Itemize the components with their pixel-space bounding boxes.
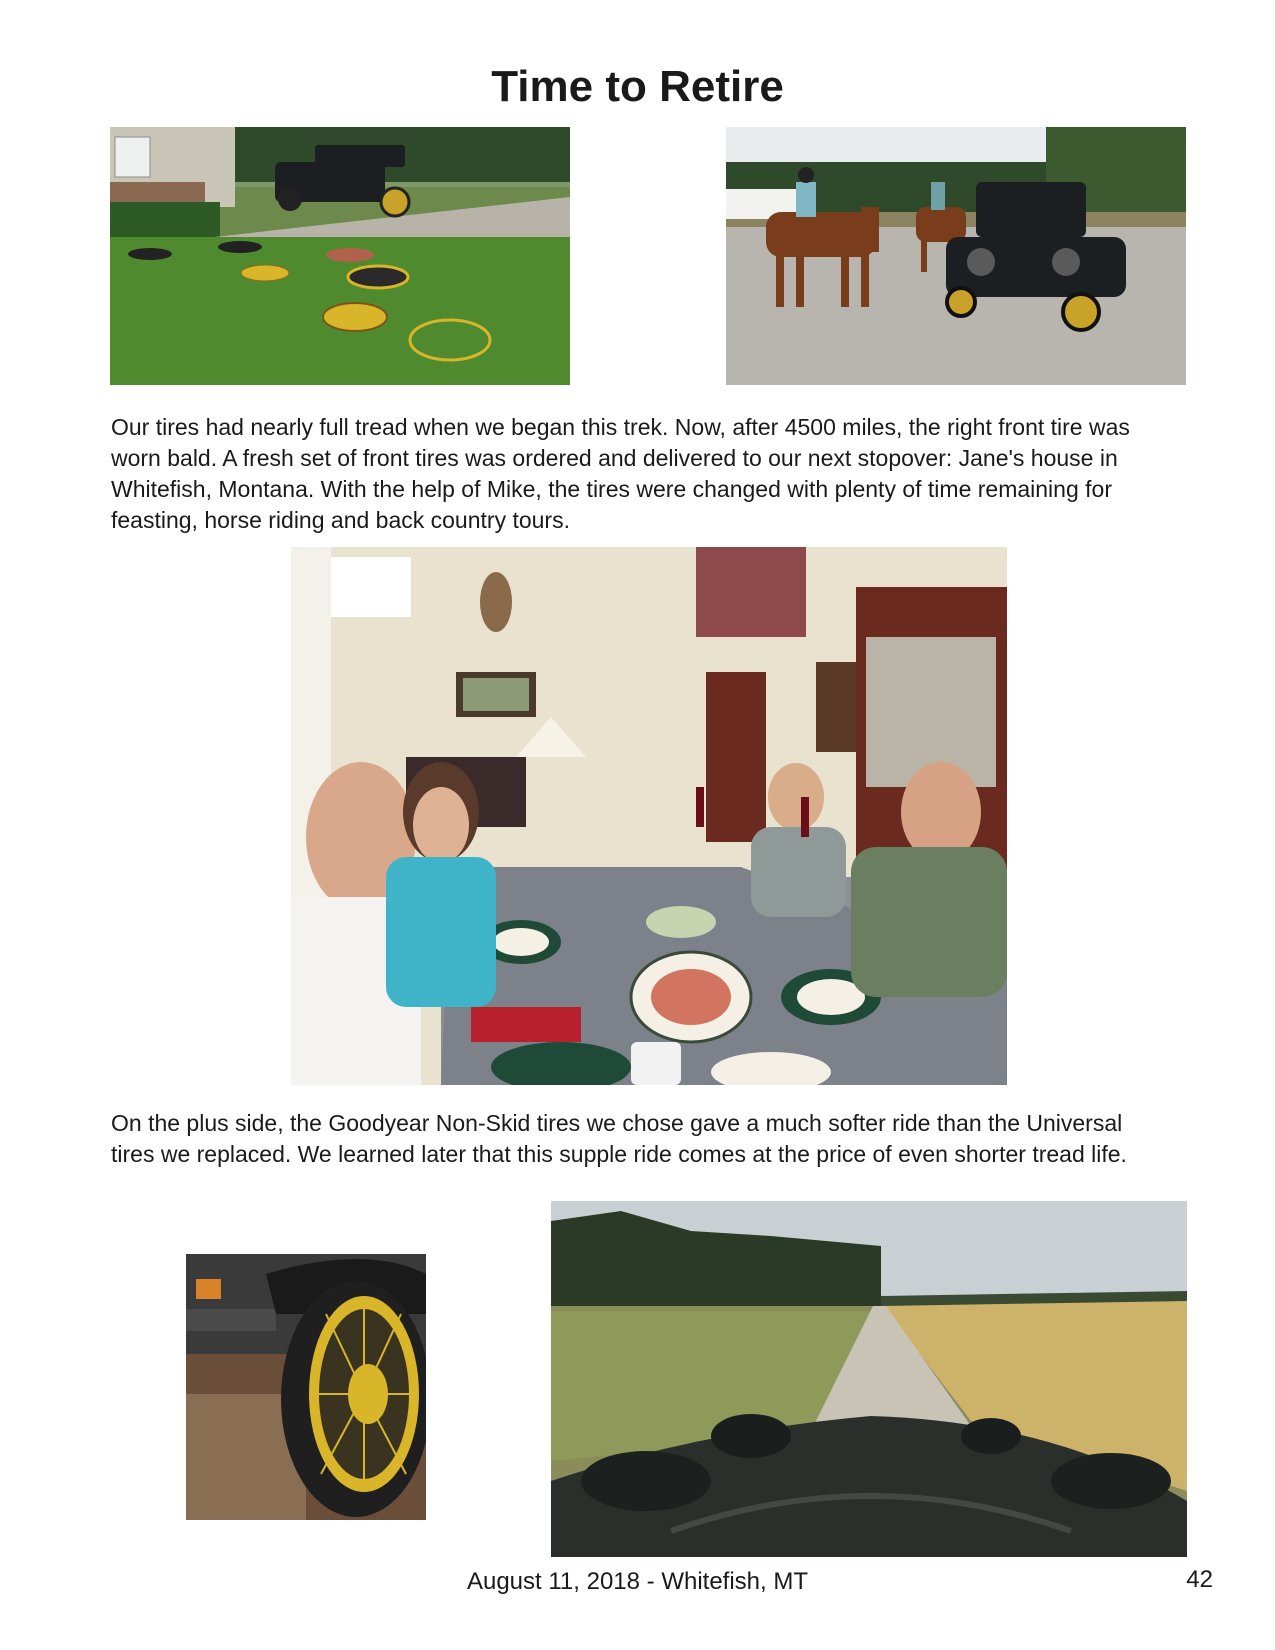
page-title: Time to Retire <box>491 62 784 111</box>
photo-horses-and-car <box>726 127 1186 385</box>
photo-gravel-road <box>551 1201 1187 1557</box>
page-number: 42 <box>1186 1566 1213 1593</box>
footer-date-location: August 11, 2018 - Whitefish, MT <box>466 1568 809 1595</box>
photo-tires-on-lawn <box>110 127 570 385</box>
photo-dinner-table <box>291 547 1007 1085</box>
paragraph-goodyear: On the plus side, the Goodyear Non-Skid tires we chose gave a much softer ride than the Universal tires we replaced. We learned later that this supple ride comes at the price of even shorter tread life. <box>111 1110 1127 1167</box>
photo-wheel-closeup <box>186 1254 426 1520</box>
paragraph-tires: Our tires had nearly full tread when we began this trek. Now, after 4500 miles, the right front tire was worn bald. A fresh set of front tires was ordered and delivered to our next stopover: Jane's house in Whitefish, Montana. With the help of Mike, the tires were changed with plenty of time remaining for feasting, horse riding and back country tours. <box>111 414 1130 533</box>
